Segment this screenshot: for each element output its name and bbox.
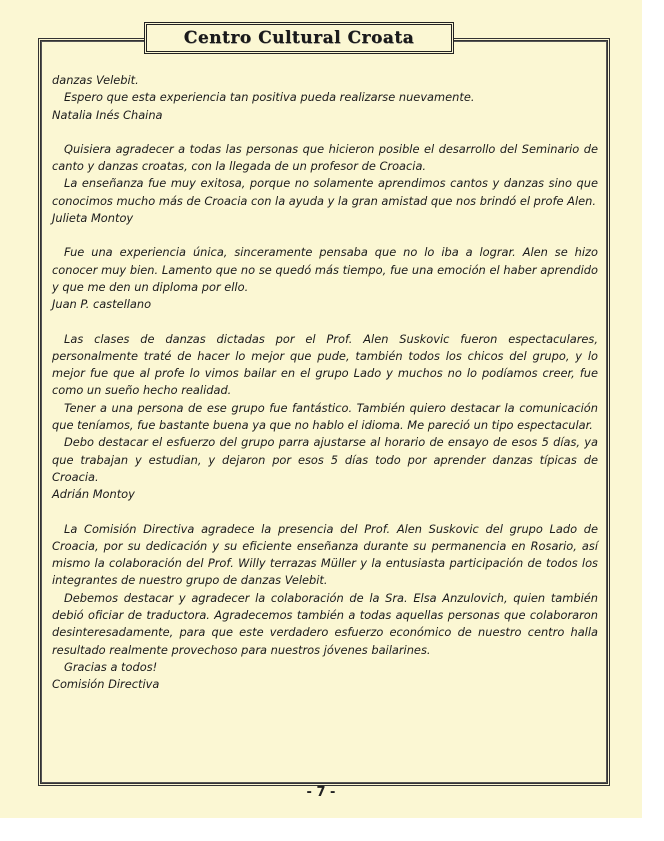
paragraph: Espero que esta experiencia tan positiva pueda realizarse nuevamente.: [64, 90, 475, 105]
paragraph: Debo destacar el esfuerzo del grupo parra ajustarse al horario de ensayo de esos 5 días, ya que trabajan y estudian, y dejaron por esos 5 días todo por aprender danzas típicas de Croacia.: [52, 435, 598, 484]
testimonial-julieta: [52, 141, 598, 227]
header-title: Centro Cultural Croata: [183, 28, 415, 48]
header-banner: [144, 22, 454, 54]
testimonial-juan: [52, 244, 598, 313]
message-comision: [52, 521, 598, 694]
paragraph: Tener a una persona de ese grupo fue fantástico. También quiero destacar la comunicación que teníamos, fue bastante buena ya que no hablo el idioma. Me pareció un tipo espectacular.: [52, 400, 598, 433]
signature: Juan P. castellano: [52, 297, 152, 312]
paragraph: Fue una experiencia única, sinceramente pensaba que no lo iba a lograr. Alen se hizo conocer muy bien. Lamento que no se quedó más tiempo, fue una emoción el haber aprendido y que me den un diploma por ello.: [52, 245, 598, 294]
testimonial-adrian: [52, 331, 598, 504]
signature: Julieta Montoy: [52, 211, 134, 226]
signature: Comisión Directiva: [52, 677, 160, 692]
signature: Natalia Inés Chaina: [52, 107, 163, 122]
paragraph: Las clases de danzas dictadas por el Prof. Alen Suskovic fueron espectaculares, personalmente traté de hacer lo mejor que pude, también todos los chicos del grupo, y lo mejor fue que al profe lo vimos bailar en el grupo Lado y muchos no lo podíamos creer, fue como un sueño hecho realidad.: [52, 331, 598, 398]
testimonial-natalia: [52, 72, 598, 124]
article-body: [52, 72, 598, 694]
signature: Adrián Montoy: [52, 487, 135, 502]
page-number: - 7 -: [306, 785, 336, 800]
paragraph: Gracias a todos!: [64, 659, 158, 674]
paragraph: Quisiera agradecer a todas las personas que hicieron posible el desarrollo del Seminario de canto y danzas croatas, con la llegada de un profesor de Croacia.: [52, 141, 598, 174]
paragraph: danzas Velebit.: [52, 73, 139, 87]
paragraph: La Comisión Directiva agradece la presencia del Prof. Alen Suskovic del grupo Lado de Croacia, por su dedicación y su eficiente enseñanza durante su permanencia en Rosario, así mismo la colaboración del Prof. Willy terrazas Müller y la entusiasta participación de todos los integrantes de nuestro grupo de danzas Velebit.: [52, 521, 598, 588]
paragraph: Debemos destacar y agradecer la colaboración de la Sra. Elsa Anzulovich, quien también debió oficiar de traductora. Agradecemos también a todas aquellas personas que colaboraron desinteresadamente, para que este verdadero esfuerzo económico de nuestro centro halla resultado realmente provechoso para nuestros jóvenes bailarines.: [52, 590, 598, 657]
paragraph: La enseñanza fue muy exitosa, porque no solamente aprendimos cantos y danzas sino que conocimos mucho más de Croacia con la ayuda y la gran amistad que nos brindó el profe Alen.: [52, 176, 598, 208]
